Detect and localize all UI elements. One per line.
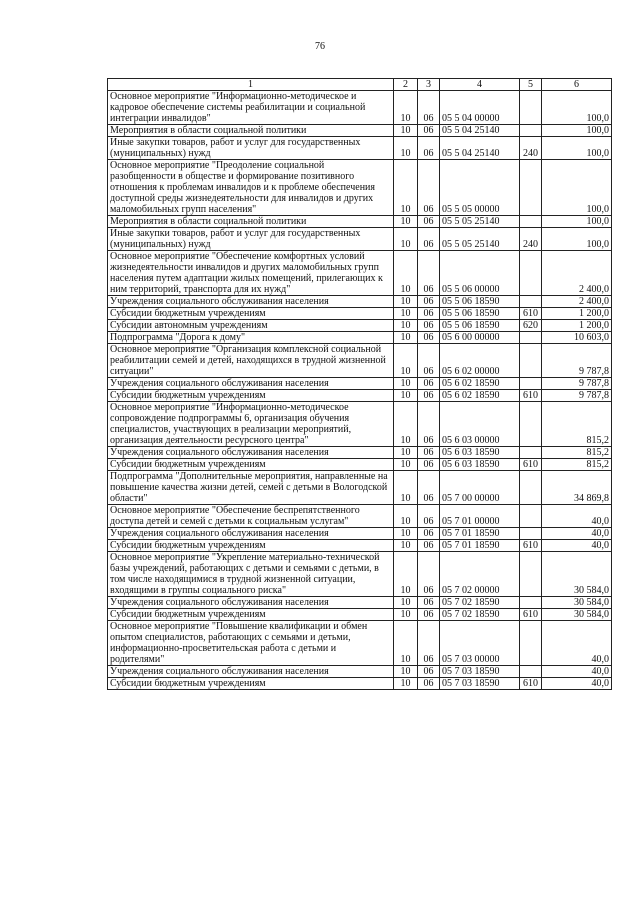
table-row	[108, 251, 612, 296]
section-code: 10	[394, 332, 418, 344]
table-row	[108, 678, 612, 690]
row-name: Субсидии бюджетным учреждениям	[108, 390, 394, 402]
section-code: 10	[394, 91, 418, 125]
table-row	[108, 160, 612, 216]
row-name: Основное мероприятие "Обеспечение беспрепятственного доступа детей и семей с детьми к социальным услугам"	[108, 505, 394, 528]
row-name: Основное мероприятие "Повышение квалификации и обмен опытом специалистов, работающих с семьями и детьми, информационно-просветительская работа с детьми и родителями"	[108, 621, 394, 666]
expense-type-code	[520, 552, 542, 597]
expense-type-code: 610	[520, 678, 542, 690]
row-name: Мероприятия в области социальной политики	[108, 216, 394, 228]
section-code: 10	[394, 540, 418, 552]
subsection-code: 06	[418, 597, 440, 609]
row-name: Подпрограмма "Дополнительные мероприятия, направленные на повышение качества жизни детей, семей с детьми в Вологодской области"	[108, 471, 394, 505]
column-header: 1	[108, 79, 394, 91]
budget-table-body	[108, 79, 612, 690]
table-row	[108, 332, 612, 344]
row-name: Учреждения социального обслуживания населения	[108, 597, 394, 609]
subsection-code: 06	[418, 505, 440, 528]
expense-type-code	[520, 296, 542, 308]
expense-type-code	[520, 125, 542, 137]
table-row	[108, 137, 612, 160]
table-row	[108, 540, 612, 552]
table-row	[108, 402, 612, 447]
subsection-code: 06	[418, 251, 440, 296]
target-article-code: 05 6 02 00000	[440, 344, 520, 378]
subsection-code: 06	[418, 160, 440, 216]
subsection-code: 06	[418, 447, 440, 459]
table-row	[108, 344, 612, 378]
subsection-code: 06	[418, 296, 440, 308]
section-code: 10	[394, 621, 418, 666]
amount: 9 787,8	[542, 378, 612, 390]
expense-type-code: 610	[520, 459, 542, 471]
section-code: 10	[394, 528, 418, 540]
expense-type-code	[520, 344, 542, 378]
subsection-code: 06	[418, 308, 440, 320]
table-row	[108, 320, 612, 332]
expense-type-code	[520, 402, 542, 447]
row-name: Основное мероприятие "Организация комплексной социальной реабилитации семей и детей, находящихся в трудной жизненной ситуации"	[108, 344, 394, 378]
target-article-code: 05 5 04 25140	[440, 125, 520, 137]
table-row	[108, 228, 612, 251]
section-code: 10	[394, 308, 418, 320]
table-row	[108, 552, 612, 597]
target-article-code: 05 6 03 18590	[440, 447, 520, 459]
section-code: 10	[394, 296, 418, 308]
subsection-code: 06	[418, 320, 440, 332]
amount: 815,2	[542, 447, 612, 459]
amount: 100,0	[542, 216, 612, 228]
expense-type-code: 610	[520, 540, 542, 552]
subsection-code: 06	[418, 137, 440, 160]
section-code: 10	[394, 125, 418, 137]
section-code: 10	[394, 320, 418, 332]
expense-type-code	[520, 251, 542, 296]
row-name: Субсидии бюджетным учреждениям	[108, 459, 394, 471]
row-name: Иные закупки товаров, работ и услуг для государственных (муниципальных) нужд	[108, 228, 394, 251]
subsection-code: 06	[418, 402, 440, 447]
section-code: 10	[394, 552, 418, 597]
row-name: Учреждения социального обслуживания населения	[108, 528, 394, 540]
section-code: 10	[394, 402, 418, 447]
target-article-code: 05 7 01 18590	[440, 540, 520, 552]
target-article-code: 05 6 03 00000	[440, 402, 520, 447]
amount: 40,0	[542, 540, 612, 552]
target-article-code: 05 5 05 25140	[440, 228, 520, 251]
amount: 815,2	[542, 459, 612, 471]
target-article-code: 05 7 01 18590	[440, 528, 520, 540]
subsection-code: 06	[418, 378, 440, 390]
expense-type-code: 610	[520, 390, 542, 402]
target-article-code: 05 7 03 00000	[440, 621, 520, 666]
section-code: 10	[394, 459, 418, 471]
amount: 2 400,0	[542, 251, 612, 296]
row-name: Учреждения социального обслуживания населения	[108, 378, 394, 390]
subsection-code: 06	[418, 528, 440, 540]
expense-type-code	[520, 332, 542, 344]
amount: 30 584,0	[542, 597, 612, 609]
expense-type-code: 620	[520, 320, 542, 332]
subsection-code: 06	[418, 216, 440, 228]
subsection-code: 06	[418, 390, 440, 402]
row-name: Субсидии бюджетным учреждениям	[108, 609, 394, 621]
section-code: 10	[394, 666, 418, 678]
row-name: Учреждения социального обслуживания населения	[108, 666, 394, 678]
expense-type-code: 240	[520, 228, 542, 251]
target-article-code: 05 7 02 18590	[440, 609, 520, 621]
expense-type-code: 240	[520, 137, 542, 160]
amount: 2 400,0	[542, 296, 612, 308]
row-name: Мероприятия в области социальной политики	[108, 125, 394, 137]
section-code: 10	[394, 609, 418, 621]
target-article-code: 05 7 03 18590	[440, 678, 520, 690]
expense-type-code	[520, 160, 542, 216]
row-name: Основное мероприятие "Преодоление социальной разобщенности в обществе и формирование позитивного отношения к проблемам инвалидов и к проблеме обеспечения доступной среды жизнедеятельности для инвалидов и других маломобильных групп населения"	[108, 160, 394, 216]
subsection-code: 06	[418, 332, 440, 344]
target-article-code: 05 5 04 25140	[440, 137, 520, 160]
target-article-code: 05 5 06 18590	[440, 308, 520, 320]
target-article-code: 05 6 02 18590	[440, 390, 520, 402]
subsection-code: 06	[418, 471, 440, 505]
amount: 40,0	[542, 678, 612, 690]
table-row	[108, 216, 612, 228]
amount: 100,0	[542, 91, 612, 125]
target-article-code: 05 5 06 00000	[440, 251, 520, 296]
target-article-code: 05 5 06 18590	[440, 296, 520, 308]
table-row	[108, 621, 612, 666]
target-article-code: 05 6 02 18590	[440, 378, 520, 390]
expense-type-code	[520, 216, 542, 228]
amount: 30 584,0	[542, 609, 612, 621]
row-name: Основное мероприятие "Информационно-методическое и кадровое обеспечение системы реабилитации и социальной интеграции инвалидов"	[108, 91, 394, 125]
column-header: 6	[542, 79, 612, 91]
amount: 30 584,0	[542, 552, 612, 597]
section-code: 10	[394, 137, 418, 160]
column-header: 2	[394, 79, 418, 91]
section-code: 10	[394, 505, 418, 528]
expense-type-code	[520, 528, 542, 540]
amount: 100,0	[542, 125, 612, 137]
subsection-code: 06	[418, 678, 440, 690]
subsection-code: 06	[418, 540, 440, 552]
amount: 100,0	[542, 228, 612, 251]
target-article-code: 05 5 05 00000	[440, 160, 520, 216]
subsection-code: 06	[418, 91, 440, 125]
amount: 100,0	[542, 137, 612, 160]
table-row	[108, 125, 612, 137]
expense-type-code	[520, 597, 542, 609]
target-article-code: 05 5 06 18590	[440, 320, 520, 332]
amount: 1 200,0	[542, 320, 612, 332]
table-row	[108, 597, 612, 609]
amount: 1 200,0	[542, 308, 612, 320]
amount: 815,2	[542, 402, 612, 447]
expense-type-code	[520, 666, 542, 678]
expense-type-code	[520, 505, 542, 528]
table-row	[108, 505, 612, 528]
amount: 100,0	[542, 160, 612, 216]
row-name: Субсидии бюджетным учреждениям	[108, 678, 394, 690]
table-row	[108, 447, 612, 459]
row-name: Подпрограмма "Дорога к дому"	[108, 332, 394, 344]
section-code: 10	[394, 678, 418, 690]
amount: 9 787,8	[542, 344, 612, 378]
section-code: 10	[394, 160, 418, 216]
section-code: 10	[394, 447, 418, 459]
section-code: 10	[394, 251, 418, 296]
amount: 40,0	[542, 621, 612, 666]
row-name: Субсидии бюджетным учреждениям	[108, 540, 394, 552]
subsection-code: 06	[418, 609, 440, 621]
table-row	[108, 296, 612, 308]
subsection-code: 06	[418, 344, 440, 378]
budget-table	[107, 78, 612, 690]
amount: 40,0	[542, 528, 612, 540]
row-name: Иные закупки товаров, работ и услуг для государственных (муниципальных) нужд	[108, 137, 394, 160]
expense-type-code	[520, 447, 542, 459]
section-code: 10	[394, 597, 418, 609]
row-name: Основное мероприятие "Информационно-методическое сопровождение подпрограммы 6, организация обучения специалистов, участвующих в реализации мероприятий, организация деятельности ресурсного центра"	[108, 402, 394, 447]
target-article-code: 05 6 00 00000	[440, 332, 520, 344]
row-name: Учреждения социального обслуживания населения	[108, 447, 394, 459]
row-name: Учреждения социального обслуживания населения	[108, 296, 394, 308]
table-row	[108, 528, 612, 540]
amount: 10 603,0	[542, 332, 612, 344]
section-code: 10	[394, 228, 418, 251]
expense-type-code	[520, 621, 542, 666]
table-row	[108, 459, 612, 471]
target-article-code: 05 5 04 00000	[440, 91, 520, 125]
column-header: 3	[418, 79, 440, 91]
subsection-code: 06	[418, 621, 440, 666]
column-header-row	[108, 79, 612, 91]
table-row	[108, 308, 612, 320]
subsection-code: 06	[418, 666, 440, 678]
expense-type-code	[520, 91, 542, 125]
expense-type-code: 610	[520, 308, 542, 320]
target-article-code: 05 7 02 00000	[440, 552, 520, 597]
row-name: Основное мероприятие "Укрепление материально-технической базы учреждений, работающих с детьми и семьями с детьми, в том числе находящимися в трудной жизненной ситуации, входящими в группы социального риска"	[108, 552, 394, 597]
column-header: 5	[520, 79, 542, 91]
amount: 40,0	[542, 505, 612, 528]
expense-type-code	[520, 378, 542, 390]
table-row	[108, 390, 612, 402]
table-row	[108, 378, 612, 390]
expense-type-code: 610	[520, 609, 542, 621]
column-header: 4	[440, 79, 520, 91]
amount: 9 787,8	[542, 390, 612, 402]
row-name: Основное мероприятие "Обеспечение комфортных условий жизнедеятельности инвалидов и других маломобильных групп населения путем адаптации жилых помещений, прилегающих к ним территорий, транспорта для их нужд"	[108, 251, 394, 296]
target-article-code: 05 6 03 18590	[440, 459, 520, 471]
subsection-code: 06	[418, 228, 440, 251]
target-article-code: 05 7 01 00000	[440, 505, 520, 528]
section-code: 10	[394, 216, 418, 228]
subsection-code: 06	[418, 459, 440, 471]
target-article-code: 05 7 03 18590	[440, 666, 520, 678]
page-number: 76	[315, 41, 325, 52]
row-name: Субсидии автономным учреждениям	[108, 320, 394, 332]
row-name: Субсидии бюджетным учреждениям	[108, 308, 394, 320]
subsection-code: 06	[418, 552, 440, 597]
target-article-code: 05 5 05 25140	[440, 216, 520, 228]
table-row	[108, 609, 612, 621]
section-code: 10	[394, 390, 418, 402]
table-row	[108, 91, 612, 125]
target-article-code: 05 7 00 00000	[440, 471, 520, 505]
target-article-code: 05 7 02 18590	[440, 597, 520, 609]
expense-type-code	[520, 471, 542, 505]
section-code: 10	[394, 344, 418, 378]
table-row	[108, 471, 612, 505]
section-code: 10	[394, 471, 418, 505]
section-code: 10	[394, 378, 418, 390]
table-row	[108, 666, 612, 678]
amount: 40,0	[542, 666, 612, 678]
subsection-code: 06	[418, 125, 440, 137]
amount: 34 869,8	[542, 471, 612, 505]
